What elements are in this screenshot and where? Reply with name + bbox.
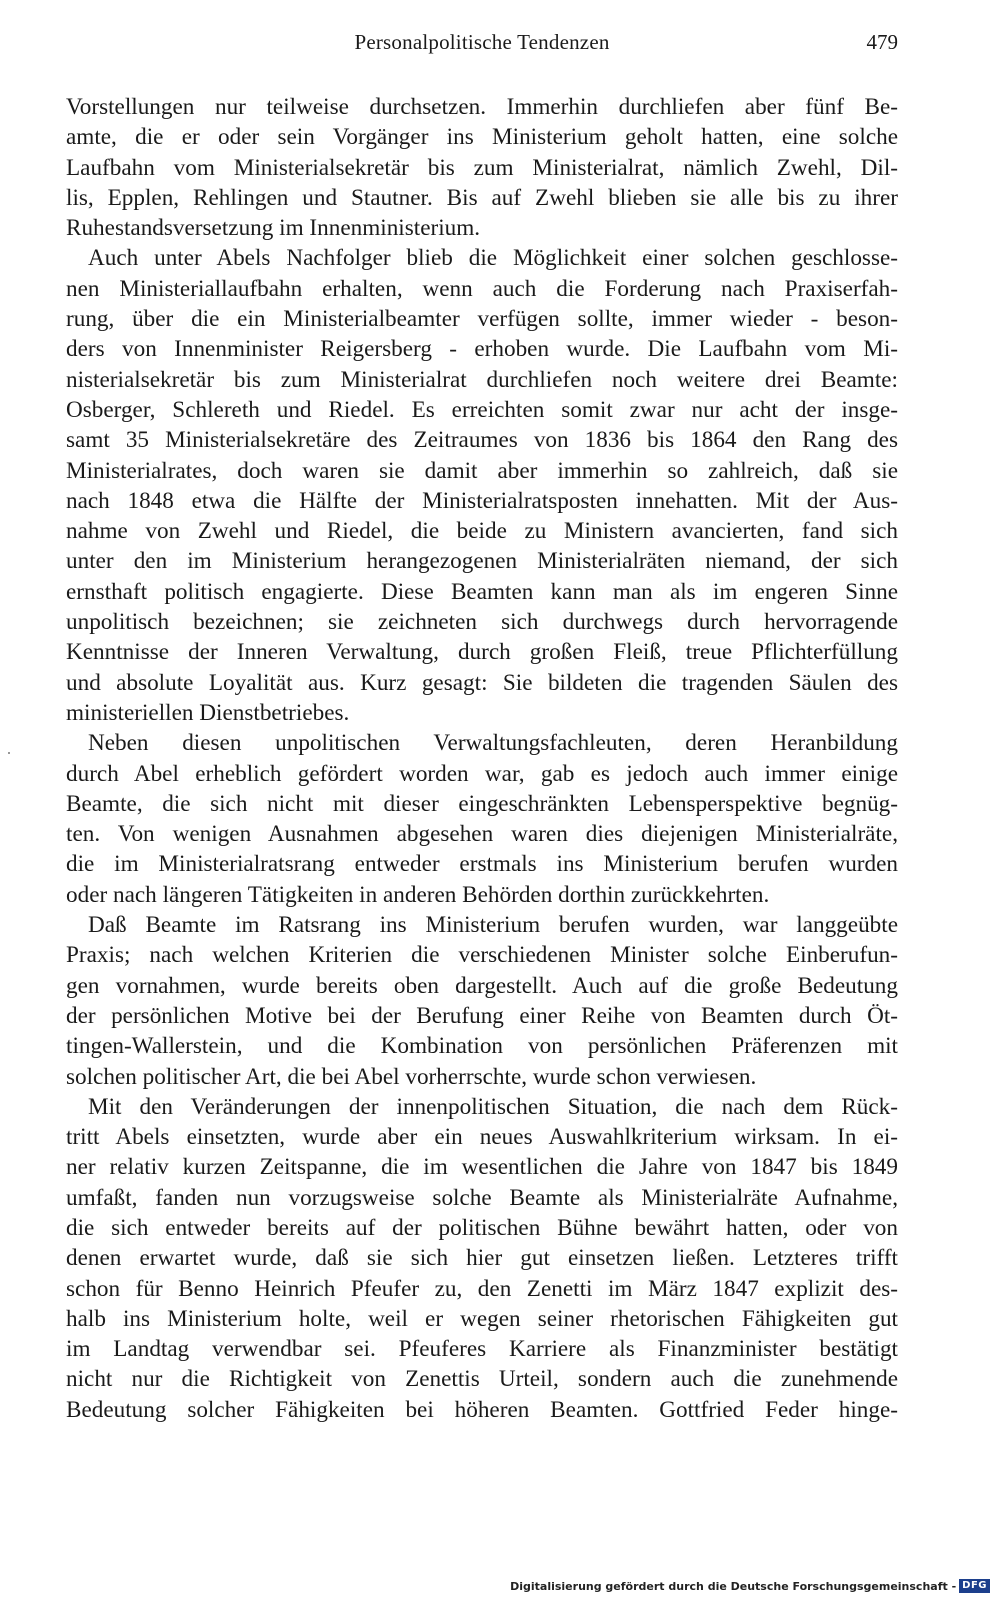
text-line: unpolitisch bezeichnen; sie zeichneten sich durchwegs durch hervorragende — [66, 609, 898, 636]
text-line: denen erwartet wurde, daß sie sich hier gut einsetzen ließen. Letzteres trifft — [66, 1245, 898, 1272]
text-line: halb ins Ministerium holte, weil er wegen seiner rhetorischen Fähigkeiten gut — [66, 1305, 898, 1332]
text-line: samt 35 Ministerialsekretäre des Zeitraumes von 1836 bis 1864 den Rang des — [66, 427, 898, 454]
text-line: durch Abel erheblich gefördert worden war, gab es jedoch auch immer einige — [66, 760, 898, 787]
paragraph — [66, 728, 898, 910]
text-line: Kenntnisse der Inneren Verwaltung, durch großen Fleiß, treue Pflichterfüllung — [66, 639, 898, 666]
text-line: nen Ministeriallaufbahn erhalten, wenn auch die Forderung nach Praxiserfah- — [66, 275, 898, 302]
text-line: ten. Von wenigen Ausnahmen abgesehen waren dies diejenigen Ministerialräte, — [66, 821, 898, 848]
paragraph — [66, 92, 898, 243]
text-line: der persönlichen Motive bei der Berufung einer Reihe von Beamten durch Öt- — [66, 1002, 898, 1029]
page-header — [66, 30, 898, 64]
text-line: Ruhestandsversetzung im Innenministerium. — [66, 215, 481, 242]
text-line: amte, die er oder sein Vorgänger ins Ministerium geholt hatten, eine solche — [66, 124, 898, 151]
text-line: lis, Epplen, Rehlingen und Stautner. Bis auf Zwehl blieben sie alle bis zu ihrer — [66, 184, 898, 211]
page-number: 479 — [866, 30, 898, 54]
text-line: nisterialsekretär bis zum Ministerialrat durchliefen noch weitere drei Beamte: — [66, 366, 898, 393]
running-head: Personalpolitische Tendenzen — [354, 30, 610, 54]
text-line: Neben diesen unpolitischen Verwaltungsfachleuten, deren Heranbildung — [88, 730, 898, 757]
text-line: tingen-Wallerstein, und die Kombination von persönlichen Präferenzen mit — [66, 1033, 898, 1060]
text-line: umfaßt, fanden nun vorzugsweise solche Beamte als Ministerialräte Aufnahme, — [66, 1184, 898, 1211]
text-line: Mit den Veränderungen der innenpolitischen Situation, die nach dem Rück- — [88, 1093, 898, 1120]
paragraph — [66, 243, 898, 728]
text-line: oder nach längeren Tätigkeiten in anderen Behörden dorthin zurückkehrten. — [66, 881, 770, 908]
text-line: rung, über die ein Ministerialbeamter verfügen sollte, immer wieder - beson- — [66, 306, 898, 333]
text-line: Osberger, Schlereth und Riedel. Es erreichten somit zwar nur acht der insge- — [66, 396, 898, 423]
text-line: die im Ministerialratsrang entweder erstmals ins Ministerium berufen wurden — [66, 851, 898, 878]
text-line: tritt Abels einsetzten, wurde aber ein neues Auswahlkriterium wirksam. In ei- — [66, 1124, 898, 1151]
text-line: Laufbahn vom Ministerialsekretär bis zum Ministerialrat, nämlich Zwehl, Dil- — [66, 154, 898, 181]
paragraph — [66, 1092, 898, 1425]
text-line: gen vornahmen, wurde bereits oben dargestellt. Auch auf die große Bedeutung — [66, 972, 898, 999]
text-line: Auch unter Abels Nachfolger blieb die Möglichkeit einer solchen geschlosse- — [88, 245, 898, 272]
margin-mark — [8, 752, 10, 754]
footer-credit: Digitalisierung gefördert durch die Deutsche Forschungsgemeinschaft - — [510, 1579, 957, 1593]
dfg-logo: DFG — [959, 1579, 990, 1593]
text-line: ner relativ kurzen Zeitspanne, die im wesentlichen die Jahre von 1847 bis 1849 — [66, 1154, 898, 1181]
text-line: unter den im Ministerium herangezogenen Ministerialräten niemand, der sich — [66, 548, 898, 575]
body-text — [66, 92, 898, 1425]
text-line: ernsthaft politisch engagierte. Diese Beamten kann man als im engeren Sinne — [66, 578, 898, 605]
text-line: Beamte, die sich nicht mit dieser eingeschränkten Lebensperspektive begnüg- — [66, 790, 898, 817]
paragraph — [66, 910, 898, 1092]
text-line: schon für Benno Heinrich Pfeufer zu, den Zenetti im März 1847 explizit des- — [66, 1275, 898, 1302]
text-line: solchen politischer Art, die bei Abel vorherrschte, wurde schon verwiesen. — [66, 1063, 757, 1090]
text-line: ders von Innenminister Reigersberg - erhoben wurde. Die Laufbahn vom Mi- — [66, 336, 898, 363]
text-line: Vorstellungen nur teilweise durchsetzen. Immerhin durchliefen aber fünf Be- — [66, 94, 898, 120]
text-line: im Landtag verwendbar sei. Pfeuferes Karriere als Finanzminister bestätigt — [66, 1336, 898, 1363]
text-line: nicht nur die Richtigkeit von Zenettis Urteil, sondern auch die zunehmende — [66, 1366, 898, 1393]
text-line: und absolute Loyalität aus. Kurz gesagt: Sie bildeten die tragenden Säulen des — [66, 669, 898, 696]
text-line: Praxis; nach welchen Kriterien die verschiedenen Minister solche Einberufun- — [66, 942, 898, 969]
text-line: Daß Beamte im Ratsrang ins Ministerium berufen wurden, war langgeübte — [88, 912, 898, 939]
text-line: Ministerialrates, doch waren sie damit aber immerhin so zahlreich, daß sie — [66, 457, 898, 484]
text-line: die sich entweder bereits auf der politischen Bühne bewährt hatten, oder von — [66, 1214, 898, 1241]
digitization-footer — [510, 1578, 990, 1594]
text-line: ministeriellen Dienstbetriebes. — [66, 699, 350, 726]
text-line: nahme von Zwehl und Riedel, die beide zu Ministern avancierten, fand sich — [66, 518, 898, 545]
text-line: nach 1848 etwa die Hälfte der Ministerialratsposten innehatten. Mit der Aus- — [66, 487, 898, 514]
text-line: Bedeutung solcher Fähigkeiten bei höheren Beamten. Gottfried Feder hinge- — [66, 1396, 898, 1423]
